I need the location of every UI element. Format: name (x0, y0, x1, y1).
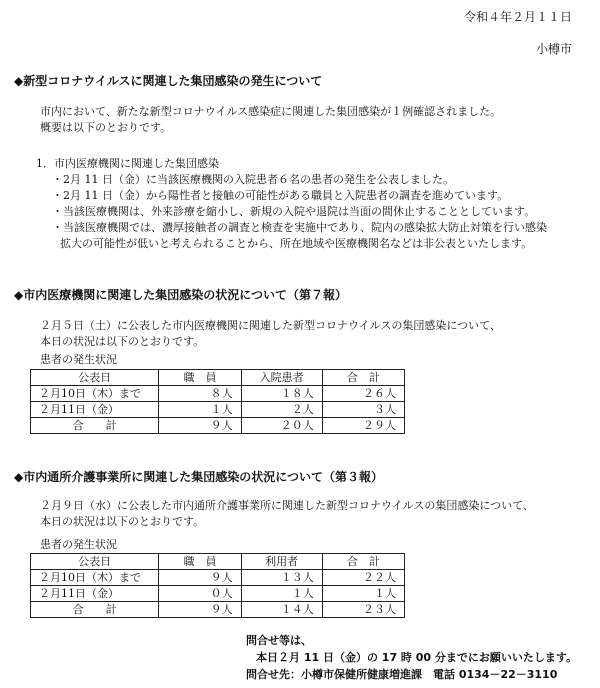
table-total-row (31, 602, 405, 618)
section2-paragraph-line: ２月５日（土）に公表した市内医療機関に関連した新型コロナウイルスの集団感染について、 (40, 319, 501, 332)
table-cell: １３人 (241, 570, 322, 586)
section2-table-caption: 患者の発生状況 (40, 353, 117, 366)
table-cell: １人 (241, 586, 322, 602)
table-header: 入院患者 (241, 370, 322, 386)
table-cell: ２３人 (322, 602, 404, 618)
table-cell: ９人 (159, 602, 241, 618)
table-header: 合 計 (322, 370, 404, 386)
table-header: 職 員 (159, 370, 241, 386)
table-cell: 合 計 (31, 602, 159, 618)
table-header: 職 員 (159, 554, 241, 570)
table-cell: １人 (322, 586, 404, 602)
table-cell: ０人 (159, 586, 241, 602)
table-cell: ９人 (159, 570, 241, 586)
table-cell: ２月10日（木）まで (31, 386, 159, 402)
table-cell: ２９人 (322, 418, 404, 434)
table-cell: ２月11日（金） (31, 402, 159, 418)
table-cell: 合 計 (31, 418, 159, 434)
list-item: ・2月 11 日（金）に当該医療機関の入院患者６名の患者の発生を公表しました。 (52, 173, 454, 186)
contact-deadline: 本日２月 11 日（金）の 17 時 00 分までにお願いいたします。 (256, 651, 578, 664)
table-row (31, 386, 405, 402)
table-cell: ２２人 (322, 570, 404, 586)
table-cell: ８人 (159, 386, 241, 402)
table-cell: １４人 (241, 602, 322, 618)
contact-info: 問合せ先：小樽市保健所健康増進課 電話 0134－22－3110 (246, 668, 558, 681)
table-cell: ２月10日（木）まで (31, 570, 159, 586)
section1-paragraph-line: 概要は以下のとおりです。 (40, 121, 172, 134)
table-cell: ９人 (159, 418, 241, 434)
table-row (31, 402, 405, 418)
table-header-row (31, 554, 405, 570)
list-item: ・当該医療機関は、外来診療を縮小し、新規の入院や退院は当面の間休止することとしています。 (52, 205, 536, 218)
table-cell: ３人 (322, 402, 404, 418)
table-header: 公表日 (31, 370, 159, 386)
list-title: 1．市内医療機関に関連した集団感染 (36, 157, 219, 170)
contact-heading: 問合せ等は、 (246, 634, 312, 647)
table-cell: ２０人 (241, 418, 322, 434)
section1-paragraph (40, 104, 501, 136)
list-item: ・2月 11 日（金）から陽性者と接触の可能性がある職員と入院患者の調査を進めています。 (52, 189, 509, 202)
section1-title: ◆新型コロナウイルスに関連した集団感染の発生について (14, 74, 323, 88)
list-item-continuation: 拡大の可能性が低いと考えられることから、所在地域や医療機関名などは非公表といたします。 (60, 237, 533, 250)
table-header: 公表日 (31, 554, 159, 570)
section3-paragraph-line: ２月９日（水）に公表した市内通所介護事業所に関連した新型コロナウイルスの集団感染について、 (40, 499, 534, 512)
list-item: ・当該医療機関では、濃厚接触者の調査と検査を実施中であり、院内の感染拡大防止対策を行い感染 (52, 221, 547, 234)
table-cell: ２月11日（金） (31, 586, 159, 602)
section2-title: ◆市内医療機関に関連した集団感染の状況について（第７報） (14, 288, 347, 302)
section1-paragraph-line: 市内において、新たな新型コロナウイルス感染症に関連した集団感染が１例確認されました。 (40, 105, 502, 118)
section3-table-caption: 患者の発生状況 (40, 538, 117, 551)
table-cell: １８人 (241, 386, 322, 402)
table-cell: ２６人 (322, 386, 404, 402)
table-cell: ２人 (241, 402, 322, 418)
section3-table (30, 553, 405, 618)
table-header: 合 計 (322, 554, 404, 570)
table-header: 利用者 (241, 554, 322, 570)
table-cell: １人 (159, 402, 241, 418)
section2-table (30, 369, 405, 434)
table-row (31, 586, 405, 602)
section3-paragraph-line: 本日の状況は以下のとおりです。 (40, 515, 205, 528)
section2-paragraph (40, 318, 501, 350)
section1-list (36, 156, 547, 252)
table-header-row (31, 370, 405, 386)
document-date: 令和４年２月１１日 (463, 10, 572, 24)
section3-title: ◆市内通所介護事業所に関連した集団感染の状況について（第３報） (14, 470, 383, 484)
issuing-city: 小樽市 (535, 42, 572, 56)
section3-paragraph (40, 498, 534, 530)
table-row (31, 570, 405, 586)
section2-paragraph-line: 本日の状況は以下のとおりです。 (40, 335, 205, 348)
table-total-row (31, 418, 405, 434)
